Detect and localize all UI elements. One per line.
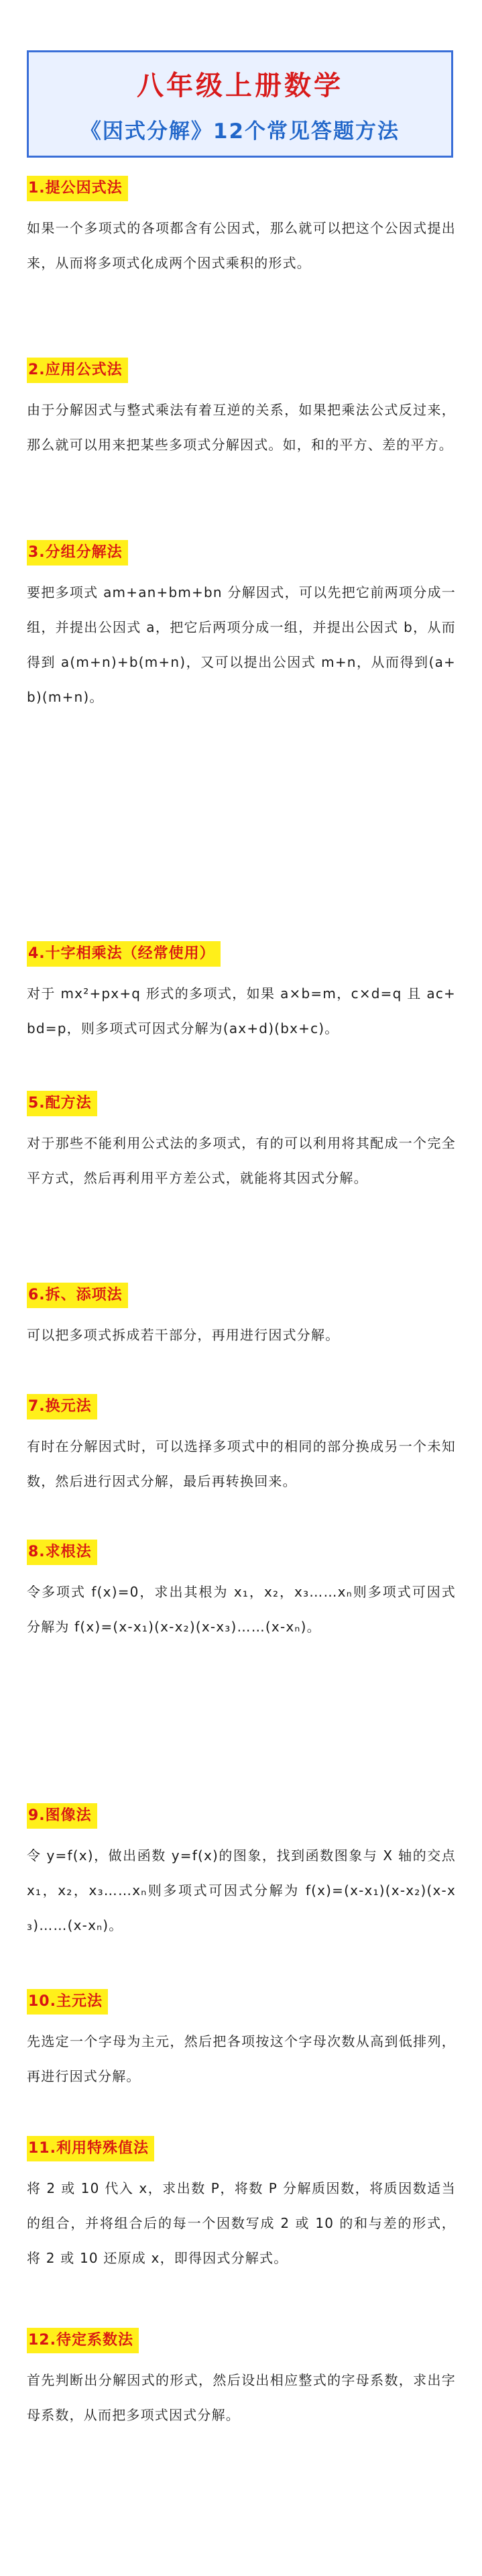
- section-6: [27, 1283, 456, 1352]
- section-heading: 10.主元法: [27, 1989, 108, 2015]
- section-heading: 7.换元法: [27, 1394, 97, 1419]
- section-5: [27, 1091, 456, 1195]
- section-heading: 8.求根法: [27, 1540, 97, 1565]
- section-heading: 3.分组分解法: [27, 540, 128, 566]
- section-7: [27, 1394, 456, 1499]
- section-text: 要把多项式 am+an+bm+bn 分解因式，可以先把它前两项分成一组，并提出公因式 a，把它后两项分成一组，并提出公因式 b，从而得到 a(m+n)+b(m+n)，又可以提出公因式 m+n，从而得到(a+b)(m+n)。: [27, 584, 456, 705]
- section-11: [27, 2136, 456, 2275]
- section-heading: 11.利用特殊值法: [27, 2136, 154, 2161]
- section-text: 将 2 或 10 代入 x，求出数 P，将数 P 分解质因数，将质因数适当的组合，并将组合后的每一个因数写成 2 或 10 的和与差的形式，将 2 或 10 还原成 x，即得因式分解式。: [27, 2180, 456, 2266]
- section-heading: 2.应用公式法: [27, 358, 128, 383]
- section-text: 对于 mx²+px+q 形式的多项式，如果 a×b=m，c×d=q 且 ac+bd=p，则多项式可因式分解为(ax+d)(bx+c)。: [27, 985, 456, 1036]
- section-heading: 5.配方法: [27, 1091, 97, 1116]
- page-subtitle: 《因式分解》12个常见答题方法: [80, 119, 400, 144]
- section-9: [27, 1803, 456, 1943]
- section-text: 对于那些不能利用公式法的多项式，有的可以利用将其配成一个完全平方式，然后再利用平方差公式，就能将其因式分解。: [27, 1135, 456, 1186]
- section-8: [27, 1540, 456, 1644]
- section-heading: 4.十字相乘法（经常使用）: [27, 941, 221, 967]
- section-3: [27, 540, 456, 714]
- section-text: 可以把多项式拆成若干部分，再用进行因式分解。: [27, 1327, 340, 1343]
- section-text: 有时在分解因式时，可以选择多项式中的相同的部分换成另一个未知数，然后进行因式分解，最后再转换回来。: [27, 1438, 456, 1489]
- section-heading: 9.图像法: [27, 1803, 97, 1829]
- section-12: [27, 2328, 456, 2432]
- section-text: 令 y=f(x)，做出函数 y=f(x)的图象，找到函数图象与 X 轴的交点 x₁，x₂，x₃……xₙ则多项式可因式分解为 f(x)=(x-x₁)(x-x₂)(x-x₃)……(x-xₙ)。: [27, 1847, 456, 1933]
- section-heading: 1.提公因式法: [27, 176, 128, 201]
- section-text: 由于分解因式与整式乘法有着互逆的关系，如果把乘法公式反过来，那么就可以用来把某些多项式分解因式。如，和的平方、差的平方。: [27, 402, 456, 453]
- section-1: [27, 176, 456, 280]
- section-text: 如果一个多项式的各项都含有公因式，那么就可以把这个公因式提出来，从而将多项式化成两个因式乘积的形式。: [27, 220, 456, 271]
- section-2: [27, 358, 456, 462]
- title-banner: [27, 50, 453, 158]
- section-heading: 12.待定系数法: [27, 2328, 139, 2353]
- section-4: [27, 941, 456, 1046]
- section-heading: 6.拆、添项法: [27, 1283, 128, 1308]
- section-10: [27, 1989, 456, 2094]
- page-title: 八年级上册数学: [137, 70, 343, 101]
- section-text: 令多项式 f(x)=0，求出其根为 x₁，x₂，x₃……xₙ则多项式可因式分解为 f(x)=(x-x₁)(x-x₂)(x-x₃)……(x-xₙ)。: [27, 1584, 456, 1635]
- section-text: 首先判断出分解因式的形式，然后设出相应整式的字母系数，求出字母系数，从而把多项式因式分解。: [27, 2372, 456, 2423]
- section-text: 先选定一个字母为主元，然后把各项按这个字母次数从高到低排列，再进行因式分解。: [27, 2033, 456, 2084]
